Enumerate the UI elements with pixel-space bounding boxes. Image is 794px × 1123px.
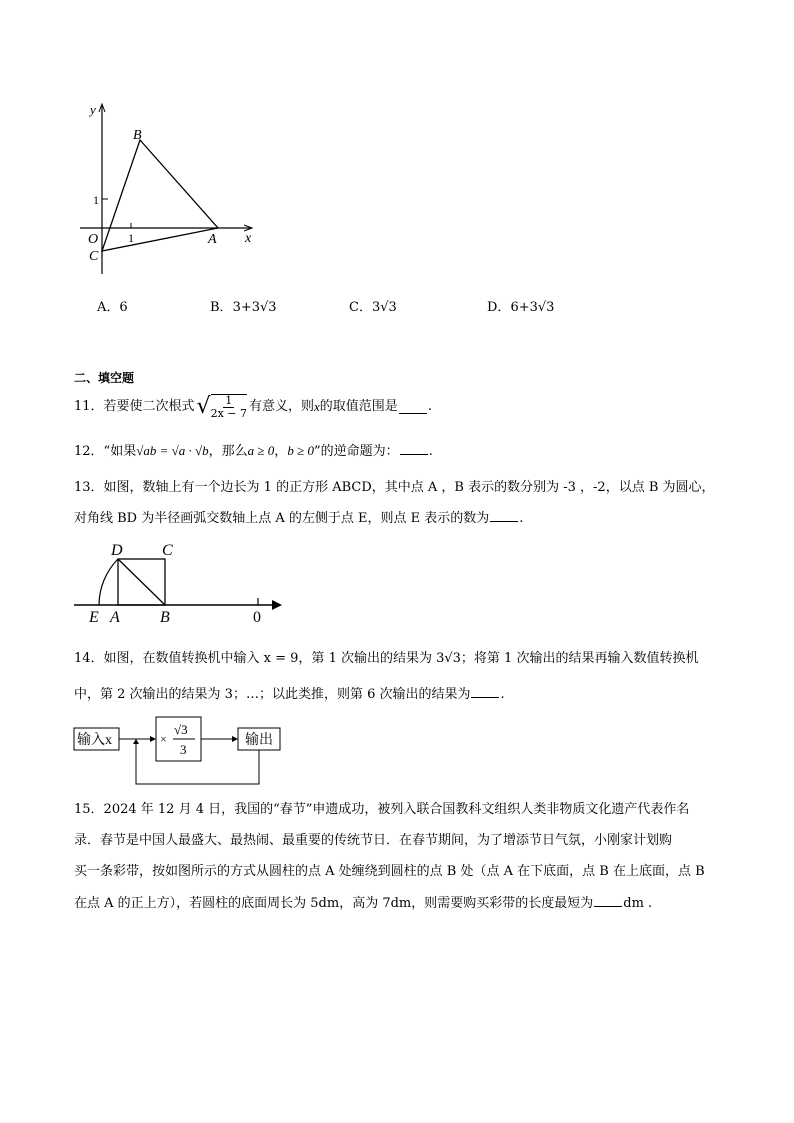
option-letter: D．	[487, 300, 511, 315]
q14-end: .	[500, 687, 505, 702]
option-d[interactable]	[487, 296, 554, 315]
q11-frac-num: 1	[225, 394, 233, 407]
option-text: 3√3	[371, 300, 397, 315]
y-axis-label: y	[90, 102, 96, 117]
q14-answer-blank[interactable]	[471, 685, 499, 698]
option-text: 6+3√3	[510, 300, 555, 315]
number-line-square-figure	[70, 540, 290, 628]
multiply-sign: ×	[160, 732, 167, 746]
question-15-line-2: 录．春节是中国人最盛大、最热闹、最重要的传统节日．在春节期间，为了增添节日气氛，小刚家计划购	[74, 833, 673, 848]
q11-answer-blank[interactable]	[399, 401, 427, 414]
q15-end: dm .	[623, 896, 653, 911]
point-c-label: C	[89, 249, 99, 264]
question-13-line-1: 13．如图，数轴上有一个边长为 1 的正方形 ABCD，其中点 A ，B 表示的数分别为 -3 ，-2，以点 B 为圆心，	[74, 480, 715, 495]
question-15-line-1: 15．2024 年 12 月 4 日，我国的“春节”申遗成功，被列入联合国教科文组织人类非物质文化遗产代表作名	[74, 802, 690, 817]
fraction-denominator: 3	[180, 742, 187, 757]
option-letter: B．	[210, 300, 233, 315]
q11-post2: 的取值范围是	[319, 399, 398, 414]
label-e: E	[89, 609, 99, 626]
question-14-line-2	[74, 685, 505, 704]
conversion-machine-figure	[70, 712, 290, 788]
q13-answer-blank[interactable]	[490, 509, 518, 522]
point-b-label: B	[133, 128, 142, 143]
q15-answer-blank[interactable]	[594, 894, 622, 907]
diagonal-bd	[118, 559, 165, 605]
label-d: D	[111, 542, 123, 559]
q14-line2-text: 中，第 2 次输出的结果为 3；…；以此类推，则第 6 次输出的结果为	[74, 687, 471, 702]
number-line-arrow	[272, 600, 282, 610]
question-13-line-2	[74, 509, 523, 528]
q11-var: x	[314, 399, 320, 414]
option-a[interactable]	[97, 296, 128, 315]
q12-cond1: a ≥ 0	[247, 443, 275, 458]
option-c[interactable]	[349, 296, 397, 315]
option-text: 6	[119, 300, 128, 315]
q12-mid: ，那么	[208, 444, 248, 459]
q13-line2-text: 对角线 BD 为半径画弧交数轴上点 A 的左侧于点 E，则点 E 表示的数为	[74, 511, 490, 526]
question-14-line-1: 14．如图，在数值转换机中输入 x = 9，第 1 次输出的结果为 3√3；将第 1 次输出的结果再输入数值转换机	[74, 651, 699, 666]
label-a: A	[110, 609, 120, 626]
label-b: B	[160, 609, 170, 626]
y-tick-label-1: 1	[93, 193, 99, 207]
label-zero: 0	[253, 609, 261, 626]
q11-pre: 11．若要使二次根式	[74, 399, 195, 414]
fraction-numerator: √3	[174, 722, 188, 737]
arc-de	[99, 559, 118, 605]
q13-end: .	[519, 511, 524, 526]
output-box-label: 输出	[245, 733, 273, 748]
q12-end: .	[428, 444, 433, 459]
q12-cond2: b ≥ 0	[287, 443, 314, 458]
q11-frac-den: 2x − 7	[210, 407, 247, 420]
q12-expr: √ab = √a · √b	[136, 443, 209, 458]
x-axis-label: x	[245, 231, 252, 246]
label-c: C	[162, 542, 173, 559]
option-b[interactable]	[210, 296, 277, 315]
q15-line4-text: 在点 A 的正上方），若圆柱的底面周长为 5dm，高为 7dm，则需要购买彩带的长度最短为	[74, 896, 594, 911]
q12-answer-blank[interactable]	[400, 442, 428, 455]
question-15-line-3: 买一条彩带，按如图所示的方式从圆柱的点 A 处缠绕到圆柱的点 B 处（点 A 在下底面，点 B 在上底面，点 B	[74, 864, 705, 879]
option-letter: C．	[349, 300, 372, 315]
feedback-loop	[136, 742, 259, 784]
point-o-label: O	[88, 232, 99, 247]
input-box-label: 输入x	[77, 733, 112, 748]
question-11	[74, 394, 432, 420]
point-a-label: A	[208, 232, 217, 247]
q11-post1: 有意义，则	[249, 399, 315, 414]
section-title: 二、填空题	[74, 371, 135, 385]
q12-pre: 12．“如果	[74, 444, 137, 459]
x-tick-label-1: 1	[128, 231, 134, 245]
triangle-coordinate-figure	[80, 98, 270, 278]
option-text: 3+3√3	[232, 300, 277, 315]
q11-end: .	[427, 399, 432, 414]
triangle-abc	[102, 140, 218, 251]
q12-post: ”的逆命题为：	[313, 444, 399, 459]
option-letter: A．	[97, 300, 120, 315]
q11-radical: √ $\frac{1}{2x - 7}$	[196, 394, 247, 420]
question-12	[74, 442, 433, 461]
q12-sep: ，	[274, 444, 288, 459]
question-15-line-4	[74, 894, 652, 913]
